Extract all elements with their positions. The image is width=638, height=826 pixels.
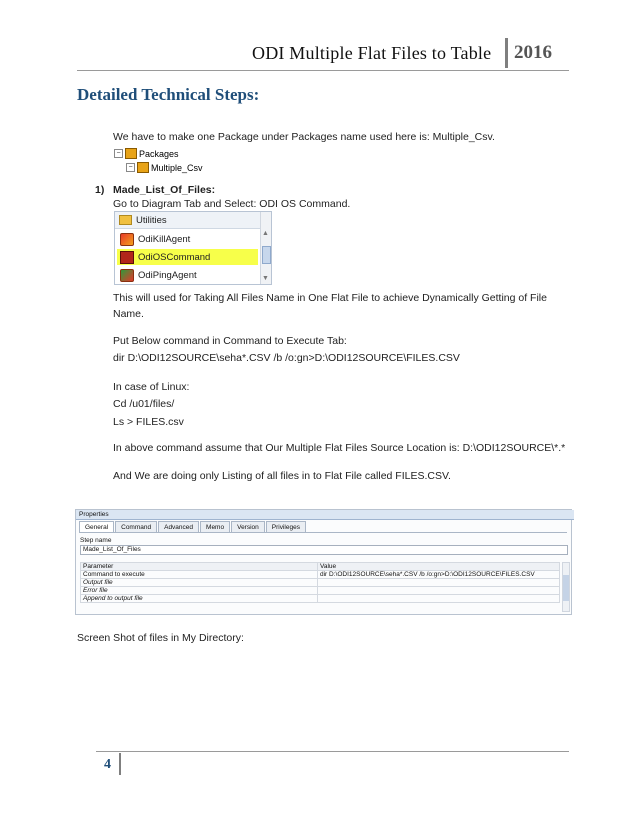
tree-label-packages: Packages [139, 148, 179, 159]
tab-privileges[interactable]: Privileges [266, 521, 306, 533]
step-instruction: Go to Diagram Tab and Select: ODI OS Command. [113, 198, 351, 210]
package-folder-icon [125, 148, 137, 159]
tab-general[interactable]: General [79, 521, 114, 533]
tools-folder-utilities[interactable] [115, 212, 265, 229]
tool-item-odipingagent[interactable] [117, 267, 258, 283]
linux-command-1: Cd /u01/files/ [113, 398, 175, 410]
tool-item-odikillagent[interactable] [117, 231, 258, 247]
scrollbar-thumb[interactable] [563, 575, 569, 601]
tab-memo[interactable]: Memo [200, 521, 230, 533]
table-row[interactable] [81, 587, 560, 595]
properties-title: Properties [76, 510, 574, 520]
step-title: Made_List_Of_Files: [113, 184, 216, 196]
step-number: 1) [95, 184, 105, 196]
tool-item-odioscommand[interactable] [117, 249, 258, 265]
os-command-icon [120, 251, 134, 264]
page-number: 4 [104, 757, 111, 772]
page-header-title: ODI Multiple Flat Files to Table [252, 43, 492, 63]
tool-item-label: OdiKillAgent [138, 233, 191, 245]
header-divider [505, 38, 508, 68]
footer-divider [119, 753, 121, 775]
table-scrollbar[interactable] [562, 562, 570, 612]
tools-folder-label: Utilities [136, 214, 167, 226]
column-header-value[interactable]: Value [318, 563, 560, 571]
param-name: Append to output file [81, 595, 318, 603]
scrollbar-thumb[interactable] [262, 246, 271, 264]
linux-intro: In case of Linux: [113, 381, 190, 393]
tab-advanced[interactable]: Advanced [158, 521, 199, 533]
purpose-text-line1: This will used for Taking All Files Name in One Flat File to achieve Dynamically Getting of File [113, 292, 547, 304]
linux-command-2: Ls > FILES.csv [113, 416, 184, 428]
parameter-table [80, 562, 560, 603]
agent-tool-icon [120, 233, 134, 246]
assumption-text: In above command assume that Our Multiple Flat Files Source Location is: D:\ODI12SOURCE\*.* [113, 442, 566, 454]
param-name: Command to execute [81, 571, 318, 579]
column-header-parameter[interactable]: Parameter [81, 563, 318, 571]
step-name-input[interactable]: Made_List_Of_Files [80, 545, 568, 555]
section-heading: Detailed Technical Steps: [77, 85, 260, 104]
properties-panel [75, 509, 572, 615]
table-row[interactable] [81, 595, 560, 603]
collapse-icon[interactable]: − [114, 149, 123, 158]
step-name-label: Step name [80, 537, 112, 544]
listing-text: And We are doing only Listing of all files in to Flat File called FILES.CSV. [113, 470, 451, 482]
param-value[interactable] [318, 587, 560, 595]
package-icon [137, 162, 149, 173]
tree-row-packages[interactable] [114, 148, 179, 159]
page-header-year: 2016 [514, 42, 552, 63]
package-tree [114, 148, 214, 178]
scroll-down-icon[interactable]: ▼ [262, 275, 269, 282]
folder-icon [119, 215, 132, 225]
tree-row-multiple-csv[interactable] [126, 162, 203, 173]
tab-version[interactable]: Version [231, 521, 265, 533]
tools-scrollbar[interactable] [260, 212, 271, 284]
screenshot-caption: Screen Shot of files in My Directory: [77, 632, 244, 644]
header-rule [77, 70, 569, 71]
tab-divider [79, 532, 567, 533]
tool-item-label: OdiPingAgent [138, 269, 197, 281]
collapse-icon[interactable]: − [126, 163, 135, 172]
tool-item-label: OdiOSCommand [138, 251, 211, 263]
param-value[interactable] [318, 579, 560, 587]
table-row[interactable] [81, 579, 560, 587]
odi-tools-panel [114, 211, 272, 285]
param-name: Error file [81, 587, 318, 595]
table-header-row [81, 563, 560, 571]
command-text: dir D:\ODI12SOURCE\seha*.CSV /b /o:gn>D:\ODI12SOURCE\FILES.CSV [113, 352, 460, 364]
command-intro: Put Below command in Command to Execute Tab: [113, 335, 347, 347]
tab-command[interactable]: Command [115, 521, 157, 533]
tree-label-multiple-csv: Multiple_Csv [151, 162, 203, 173]
intro-text: We have to make one Package under Packages name used here is: Multiple_Csv. [113, 131, 495, 143]
agent-tool-icon [120, 269, 134, 282]
param-value[interactable]: dir D:\ODI12SOURCE\seha*.CSV /b /o:gn>D:\ODI12SOURCE\FILES.CSV [318, 571, 560, 579]
purpose-text-line2: Name. [113, 308, 144, 320]
scroll-up-icon[interactable]: ▲ [262, 230, 269, 237]
param-value[interactable] [318, 595, 560, 603]
footer-rule [96, 751, 569, 752]
param-name: Output file [81, 579, 318, 587]
table-row[interactable] [81, 571, 560, 579]
